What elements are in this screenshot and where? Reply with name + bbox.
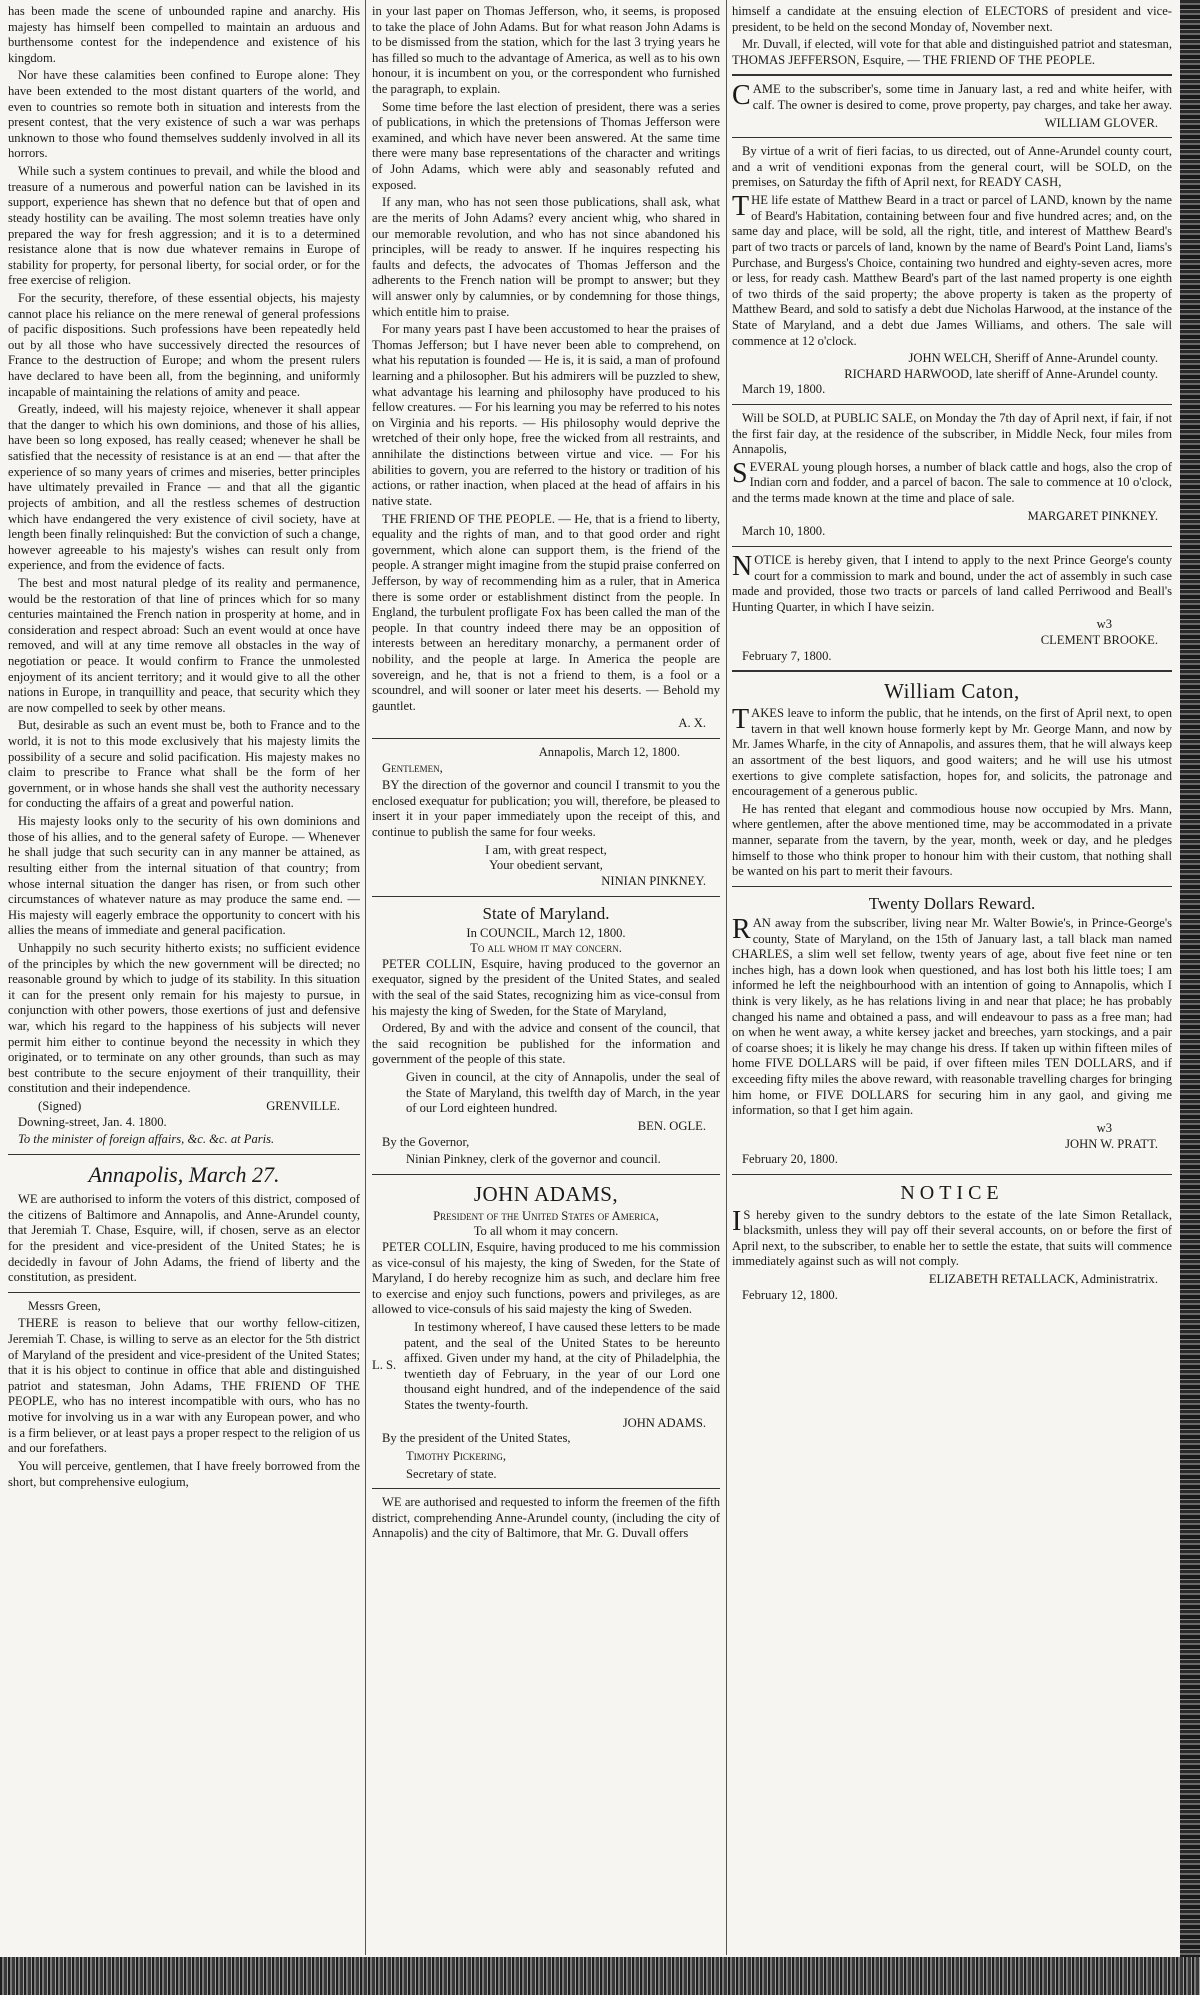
signer-mark: w3 — [1096, 617, 1112, 632]
byline: By the Governor, — [382, 1134, 470, 1149]
ad-paragraph: CAME to the subscriber's, some time in January last, a red and white heifer, with calf. The owner is desired to come, prove property, pay charges, and take her away. — [732, 80, 1172, 113]
salutation: Messrs Green, — [28, 1298, 101, 1313]
text-paragraph: WE are authorised to inform the voters of this district, composed of the citizens of Baltimore and Annapolis, and Anne-Arundel county, that Jeremiah T. Chase, Esquire, will, if chosen, serve as an elector for the president and vice-president of the United States; he is decidedly in favour of John Adams, the friend of liberty and the constitution, as president. — [8, 1192, 360, 1285]
column-middle — [372, 4, 720, 1954]
text-paragraph: PETER COLLIN, Esquire, having produced to me his commission as vice-consul of his majesty, the king of Sweden, for the State of Maryland, I do hereby recognize him as such, and declare him free to exercise and enjoy such functions, powers and privileges, as are allowed to vice-consuls of his said majesty the king of Sweden. — [372, 1239, 720, 1317]
divider — [732, 1174, 1172, 1175]
section-heading: JOHN ADAMS, — [473, 1181, 619, 1206]
section-heading: Twenty Dollars Reward. — [868, 893, 1036, 913]
section-heading: State of Maryland. — [482, 903, 610, 923]
signer-name: NINIAN PINKNEY. — [601, 873, 706, 888]
divider — [8, 1154, 360, 1155]
text-paragraph: WE are authorised and requested to inform the freemen of the fifth district, comprehending Anne-Arundel county, (including the city of Annapolis) and the city of Baltimore, that Mr. G. Duvall offers — [372, 1495, 720, 1541]
divider — [732, 137, 1172, 138]
text-paragraph: in your last paper on Thomas Jefferson, who, it seems, is proposed to take the place of John Adams. But for what reason John Adams is to be dismissed from the station, which for the last 3 trying years he has filled so much to the advantage of America, as well as to his own honour, it is incumbent on you, or the correspondent who furnished the paragraph, to explain. — [372, 4, 720, 97]
column-right — [732, 4, 1172, 1954]
divider — [732, 886, 1172, 887]
text-paragraph: In testimony whereof, I have caused these letters to be made patent, and the seal of the United States to be hereunto affixed. Given under my hand, at the city of Philadelphia, the twentieth day of February, in the year of our Lord one thousand eight hundred, and of the independence of the said States the twenty-fourth. — [404, 1320, 720, 1413]
divider — [732, 670, 1172, 672]
salutation: Gentlemen, — [382, 760, 443, 775]
subheading: President of the United States of America, — [433, 1208, 659, 1223]
divider — [372, 738, 720, 739]
byline: Secretary of state. — [406, 1466, 497, 1481]
signer-name: JOHN ADAMS. — [622, 1415, 706, 1430]
subheading: To all whom it may concern. — [473, 1224, 619, 1239]
dateline: February 20, 1800. — [742, 1152, 838, 1167]
signer-name: ELIZABETH RETALLACK, Administratrix. — [928, 1271, 1158, 1286]
ad-paragraph: He has rented that elegant and commodious house now occupied by Mrs. Mann, where gentlemen, after the above mentioned time, may be accommodated in a private manner, separate from the tavern, by the year, month, week or day, and he pledges himself to those who think proper to honour him with their custom, that nothing shall be wanted on his part to merit their favours. — [732, 801, 1172, 879]
text-paragraph: Ordered, By and with the advice and consent of the council, that the said recognition be published for the information and government of the people of this state. — [372, 1021, 720, 1067]
text-paragraph: The best and most natural pledge of its reality and permanence, would be the restoration of that line of princes which for so many centuries maintained the French nation in prosperity at home, and in consideration and respect abroad: Such an event would at once have removed, and will at any time remove all obstacles in the way of negotiation or peace. It would confirm to France the unmolested enjoyment of its ancient territory; and it would give to all the other nations in Europe, in tranquillity and peace, that security which they are now compelled to seek by other means. — [8, 575, 360, 715]
dateline: February 12, 1800. — [742, 1287, 838, 1302]
signer-name: BEN. OGLE. — [637, 1118, 706, 1133]
closing-line: I am, with great respect, — [485, 842, 607, 857]
text-paragraph: PETER COLLIN, Esquire, having produced to the governor an exequator, signed by the president of the United States, and sealed with the seal of the said States, recognizing him as vice-consul from his majesty the king of Sweden, for the State of Maryland, — [372, 956, 720, 1018]
column-rule — [365, 0, 366, 1955]
dateline: Annapolis, March 12, 1800. — [538, 745, 680, 760]
divider — [372, 1488, 720, 1489]
address-line: To the minister of foreign affairs, &c. &c. at Paris. — [18, 1132, 275, 1147]
seal-mark: L. S. — [372, 1358, 397, 1373]
divider — [732, 74, 1172, 76]
ad-paragraph: RAN away from the subscriber, living near Mr. Walter Bowie's, in Prince-George's county, State of Maryland, on the 15th of January last, a tall black man named CHARLES, a slim well set fellow, twenty years of age, about five feet nine or ten inches high, has a down look when questioned, and has lost both his little toes; I am informed he left the neighbourhood with an intention of going to Annapolis, which I think is very likely, as he has relations living in and near that place; he has probably changed his name and obtained a pass, and will endeavour to pass as a free man; had on when he went away, a white kersey jacket and breeches, yarn stockings, and a pair of coarse shoes; it is likely he may change his dress. If taken up within fifteen miles of home FIVE DOLLARS will be paid, if over fifteen miles TEN DOLLARS, and if exceeding fifty miles the above reward, with reasonable travelling charges for bringing him home, or FIVE DOLLARS for securing him in any gaol, and giving me information, so that I get him again. — [732, 913, 1172, 1118]
divider — [732, 404, 1172, 405]
dateline: March 19, 1800. — [742, 382, 826, 397]
divider — [732, 546, 1172, 547]
ad-paragraph: By virtue of a writ of fieri facias, to us directed, out of Anne-Arundel county court, and a writ of venditioni exponas from the general court, will be SOLD, on the premises, on Saturday the fifth of April next, for READY CASH, — [732, 144, 1172, 190]
signer-name: RICHARD HARWOOD, late sheriff of Anne-Arundel county. — [844, 366, 1158, 381]
text-paragraph: If any man, who has not seen those publications, shall ask, what are the merits of John Adams? every ancient whig, who shared in our memorable revolution, and who has not since abandoned his principles, will be ready to answer. If he inquires respecting his faults and defects, the advocates of Thomas Jefferson and the adherents to the French nation will be prompt to answer; but they will answer only by calumnies, or by condemning for those things, which entitle him to praise. — [372, 195, 720, 319]
text-paragraph: Greatly, indeed, will his majesty rejoice, whenever it shall appear that the danger to which his own dominions, and those of his allies, have been so long exposed, has really ceased; whenever he shall be satisfied that the necessity of resistance is at an end — that after the experience of so many years of crimes and miseries, better principles have ultimately prevailed in France — and that all the gigantic projects of ambition, and all the restless schemes of destruction which have endangered the very existence of civil society, have at length been finally relinquished: But the conviction of such a change, however agreeable to his majesty's wishes can result only from experience, and from the evidence of facts. — [8, 402, 360, 573]
column-rule — [726, 0, 727, 1955]
text-paragraph: BY the direction of the governor and council I transmit to you the enclosed exequatur for publication; you will, therefore, be pleased to insert it in your paper immediately upon the receipt of this, and continue to publish the same for four weeks. — [372, 778, 720, 840]
ad-paragraph: THE life estate of Matthew Beard in a tract or parcel of LAND, known by the name of Beard's Habitation, containing between four and five hundred acres; and, on the same day and place, will be sold, all the right, title, and interest of Matthew Beard's part of two tracts or parcels of land, known by the name of Beard's Point Land, Iiams's Purchase, and Burgess's Choice, containing two hundred and eighty-seven acres, more or less, for ready cash. Matthew Beard's part of the last named property is one eighth of two thirds of the said property; the above property is taken as the property of Matthew Beard, and sold to satisfy a debt due Nicholas Harwood, at the instance of the State of Maryland, and a debt due James Williams, and others. The sale will commence at 12 o'clock. — [732, 191, 1172, 348]
column-left — [8, 4, 360, 1954]
text-paragraph: Given in council, at the city of Annapolis, under the seal of the State of Maryland, this twelfth day of March, in the year of our Lord eighteen hundred. — [406, 1070, 720, 1116]
signature-line — [8, 1099, 360, 1115]
text-paragraph: Some time before the last election of president, there was a series of publications, in which the pretensions of Thomas Jefferson were examined, and which have never been answered. At the same time there were many base representations of the character and writings of John Adams, which were ably and seasonably refuted and exposed. — [372, 99, 720, 192]
text-paragraph: Mr. Duvall, if elected, will vote for that able and distinguished patriot and statesman, THOMAS JEFFERSON, Esquire, — THE FRIEND OF THE PEOPLE. — [732, 37, 1172, 67]
ad-paragraph: TAKES leave to inform the public, that he intends, on the first of April next, to open tavern in that well known house formerly kept by Mr. George Mann, and now by Mr. James Wharfe, in the city of Annapolis, and assures them, that he will always keep an assortment of the best liquors, and good waiters; and he will use his utmost exertions to give complete satisfaction, hopes for, and solicits, the patronage and encouragement of a generous public. — [732, 704, 1172, 799]
text-paragraph: Unhappily no such security hitherto exists; no sufficient evidence of the principles by which the new government will be directed; no reasonable ground by which to judge of its stability. In this situation it can for the present only remain for his majesty to pursue, in conjunction with other powers, those exertions of just and defensive war, which his regard to the happiness of his subjects will never permit him either to continue beyond the necessity in which they originated, or to terminate on any other grounds, than such as may best contribute to the secure enjoyment of their tranquillity, their constitution and their independence. — [8, 940, 360, 1096]
divider — [372, 896, 720, 897]
closing-line: Your obedient servant, — [489, 858, 603, 873]
dateline: March 10, 1800. — [742, 524, 826, 539]
divider — [8, 1292, 360, 1293]
signer-name: JOHN WELCH, Sheriff of Anne-Arundel county. — [908, 351, 1158, 366]
signer-name: CLEMENT BROOKE. — [1040, 632, 1158, 647]
byline: Timothy Pickering, — [406, 1448, 506, 1463]
text-paragraph: THERE is reason to believe that our worthy fellow-citizen, Jeremiah T. Chase, is willing to serve as an elector for the 5th district of Maryland of the president and vice-president of the United States; that it is his object to continue in office that able and distinguished patriot and statesman, John Adams, THE FRIEND OF THE PEOPLE, who has no interest incompatible with ours, who has no motive for involving us in a war with any European power, and who is a firm believer, or at least pays a proper respect to the religion of us and our forefathers. — [8, 1316, 360, 1456]
scan-edge-right — [1180, 0, 1200, 1995]
section-heading: William Caton, — [884, 679, 1020, 704]
byline: Ninian Pinkney, clerk of the governor and council. — [406, 1152, 661, 1167]
subheading: To all whom it may concern. — [470, 941, 622, 956]
signer-name: WILLIAM GLOVER. — [1044, 115, 1158, 130]
text-paragraph: Nor have these calamities been confined to Europe alone: They have been extended to the most distant quarters of the world, and even to countries so remote both in situation and interests from the present contest, that the very existence of such a war was perhaps unknown to those who found themselves suddenly involved in all its horrors. — [8, 68, 360, 161]
byline: By the president of the United States, — [382, 1431, 571, 1446]
text-paragraph: For many years past I have been accustomed to hear the praises of Thomas Jefferson; but I have never been able to comprehend, on what his reputation is founded — He is, it is said, a man of profound learning and a philosopher. But his admirers will be puzzled to shew, what advantage his learning and philosophy have produced to his fellow creatures. — For his learning you may be referred to his notes on Virginia and his reports. — His philosophy would deprive the wretched of their only hope, free the wicked from all restraints, and annihilate the distinctions between virtue and vice. — For his abilities to govern, you are referred to the history or tradition of his actions, or rather inaction, when placed at the head of affairs in his native state. — [372, 322, 720, 508]
ad-paragraph: NOTICE is hereby given, that I intend to apply to the next Prince George's county court for a commission to mark and bound, under the act of assembly in such case made and provided, those two tracts or parcels of land called Perriwood and Beall's Hunting Quarter, in which I have seizin. — [732, 550, 1172, 614]
dateline: February 7, 1800. — [742, 648, 832, 663]
section-heading: Annapolis, March 27. — [88, 1161, 280, 1187]
text-paragraph: has been made the scene of unbounded rapine and anarchy. His majesty has himself been compelled to maintain an arduous and burthensome contest for the independence and existence of his kingdom. — [8, 4, 360, 65]
text-paragraph: You will perceive, gentlemen, that I have freely borrowed from the short, but comprehensive eulogium, — [8, 1458, 360, 1489]
signer-mark: w3 — [1096, 1120, 1112, 1135]
signer-name: JOHN W. PRATT. — [1065, 1136, 1158, 1151]
text-paragraph: himself a candidate at the ensuing election of ELECTORS of president and vice-president, to be held on the second Monday of, November next. — [732, 4, 1172, 34]
text-paragraph: His majesty looks only to the security of his own dominions and those of his allies, and to the general safety of Europe. — Whenever he shall judge that such security can in any manner be attained, as resulting either from the internal situation of that country; from whose internal situation the danger has risen, or from such other circumstances of whatever nature as may produce the same end. — His majesty will eagerly embrace the opportunity to concert with his allies the means of immediate and general pacification. — [8, 814, 360, 938]
dateline: Downing-street, Jan. 4. 1800. — [18, 1114, 167, 1129]
ad-paragraph: IS hereby given to the sundry debtors to the estate of the late Simon Retallack, blacksmith, unless they will pay off their several accounts, on or before the first of April next, to the subscriber, to enable her to settle the estate, that suits will commence immediately against such as will not comply. — [732, 1205, 1172, 1269]
section-heading: NOTICE — [900, 1181, 1004, 1204]
signer-name: MARGARET PINKNEY. — [1027, 508, 1158, 523]
subheading: In COUNCIL, March 12, 1800. — [466, 925, 626, 940]
ad-paragraph: Will be SOLD, at PUBLIC SALE, on Monday the 7th day of April next, if fair, if not the first fair day, at the residence of the subscriber, in Middle Neck, four miles from Annapolis, — [732, 411, 1172, 457]
scan-edge-bottom — [0, 1957, 1200, 1995]
testimony-block — [372, 1320, 720, 1416]
text-paragraph: While such a system continues to prevail, and while the blood and treasure of a numerous and powerful nation can be lavished in its support, experience has shewn that no defence but that of open and steady hostility can be availing. The most solemn treaties have only prepared the way for fresh aggression; and it is to a determined resistance alone that is now due whatever remains in Europe of stability for property, for personal liberty, for social order, or for the free exercise of religion. — [8, 164, 360, 288]
text-paragraph: For the security, therefore, of these essential objects, his majesty cannot place his reliance on the mere renewal of general professions of pacific dispositions. Such professions have been repeatedly held out by all those who have successively directed the resources of France to the destruction of Europe; and whom the present rulers have declared to have been all, from the beginning, and uniformly incapable of maintaining the relations of amity and peace. — [8, 290, 360, 399]
text-paragraph: But, desirable as such an event must be, both to France and to the world, it is not to this mode exclusively that his majesty limits the possibility of a secure and solid pacification. His majesty makes no claim to prescribe to France what shall be the form of her government, or in whose hands she shall vest the authority necessary for conducting the affairs of a great and powerful nation. — [8, 718, 360, 811]
ad-paragraph: SEVERAL young plough horses, a number of black cattle and hogs, also the crop of Indian corn and fodder, and a parcel of bacon. The sale to commence at 10 o'clock, and the terms made known at the time and place of sale. — [732, 457, 1172, 506]
text-paragraph: THE FRIEND OF THE PEOPLE. — He, that is a friend to liberty, equality and the rights of man, and to that good order and right government, which alone can support them, is the friend of the people. A stranger might imagine from the stupid praise conferred on Jefferson, by way of recommending him as a ruler, that in America there is some order or establishment distinct from the people. In England, the turbulent profligate Fox has been called the man of the people. In that country indeed there may be an opposition of interests between an hereditary monarchy, a permanent order of nobility, and the people at large. In America the people are sovereign, and he, that is not a friend to them, is a fool or a scoundrel, and will sooner or later meet his deserts. — Behold my gauntlet. — [372, 511, 720, 713]
signer-name: GRENVILLE. — [266, 1099, 340, 1114]
divider — [372, 1174, 720, 1175]
signed-label: (Signed) — [38, 1099, 82, 1114]
signature: A. X. — [678, 716, 706, 731]
